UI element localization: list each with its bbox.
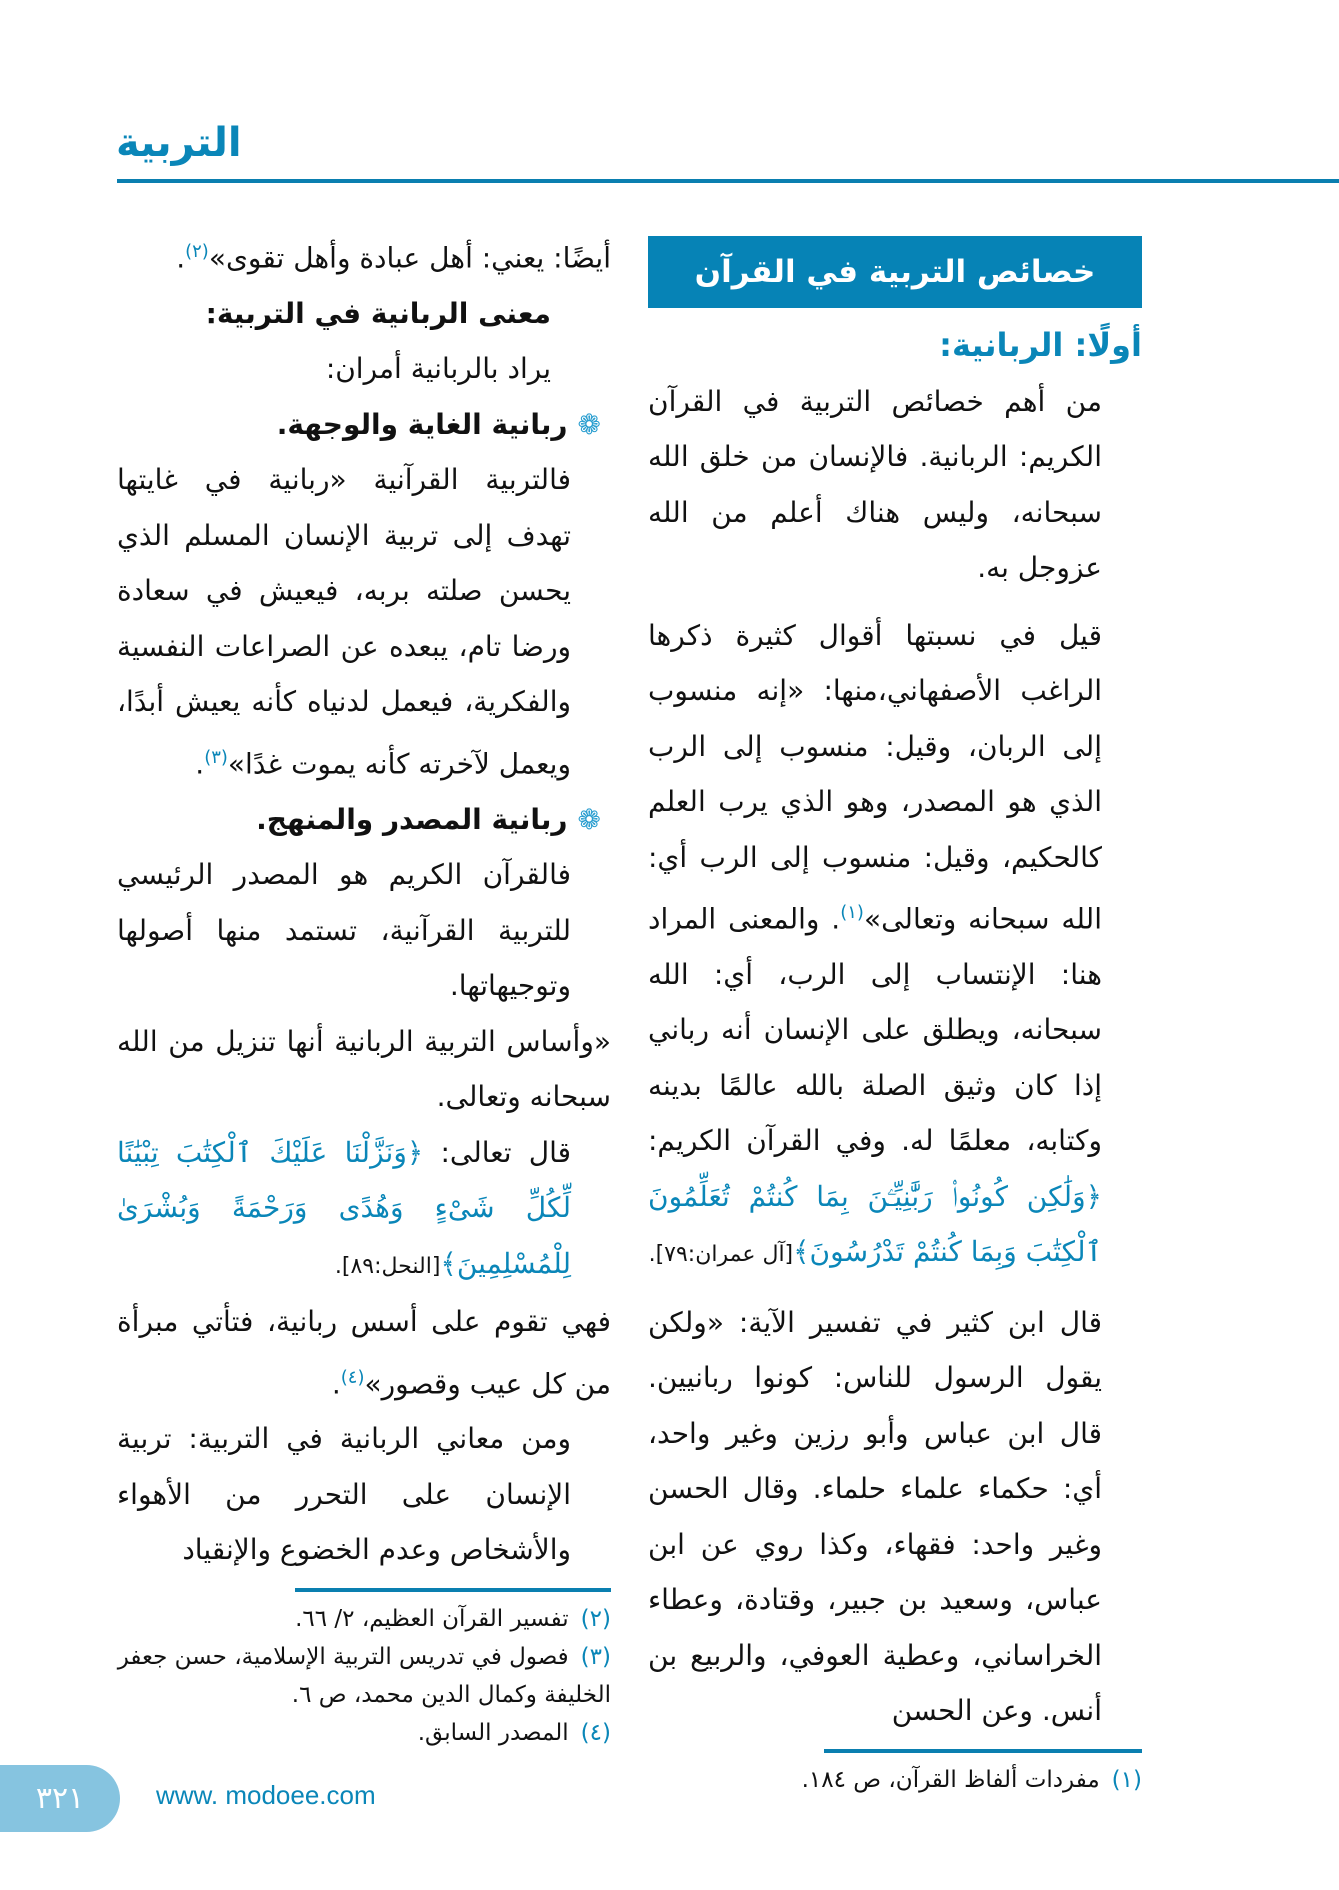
footnote-marker[interactable]: (٣)	[204, 746, 228, 768]
bullet-text: ربانية الغاية والوجهة.	[276, 407, 568, 441]
quran-verse: ﴿وَنَزَّلْنَا عَلَيْكَ ٱلْكِتَٰبَ تِبْيَٰنًا لِّكُلِّ شَىْءٍ وَهُدًى وَرَحْمَةً وَبُشْرَىٰ لِلْمُسْلِمِينَ﴾	[117, 1135, 571, 1280]
heading: معنى الربانية في التربية:	[205, 296, 551, 330]
intro: يراد بالربانية أمران:	[325, 352, 551, 386]
verse-reference: [آل عمران:٧٩].	[648, 1242, 794, 1268]
paragraph: ومن معاني الربانية في التربية: تربية الإنسان على التحرر من الأهواء والأشخاص وعدم الخضوع والإنقياد	[117, 1422, 571, 1567]
bullet-item	[117, 792, 611, 848]
page-number: ٣٢١	[0, 1765, 120, 1832]
footnote	[117, 1714, 611, 1752]
bullet-item	[117, 397, 611, 453]
paragraph: من أهم خصائص التربية في القرآن الكريم: الربانية. فالإنسان من خلق الله سبحانه، وليس هناك أعلم من الله عزوجل به.	[648, 384, 1102, 584]
verse-intro: قال تعالى:	[440, 1135, 572, 1169]
footnote-marker[interactable]: (٢)	[185, 241, 209, 262]
verse-reference: [النحل:٨٩].	[334, 1253, 441, 1279]
running-header-title: التربية	[116, 120, 242, 166]
footnote	[648, 1761, 1142, 1799]
paragraph-text: . والمعنى المراد هنا: الإنتساب إلى الرب، أي: الله سبحانه، ويطلق على الإنسان أنه رباني إذا كان وثيق الصلة بالله عالمًا بدينه وكتابه، معلمًا له. وفي القرآن الكريم:	[648, 902, 1102, 1158]
paragraph: فهي تقوم على أسس ربانية، فتأتي مبرأة من كل عيب وقصور»$^{(٤)}$.	[117, 1305, 611, 1400]
paragraph-text: فهي تقوم على أسس ربانية، فتأتي مبرأة من كل عيب وقصور»	[117, 1305, 611, 1400]
bullet-text: ربانية المصدر والمنهج.	[256, 802, 568, 836]
footnote-text: المصدر السابق.	[417, 1719, 569, 1746]
footnote-marker[interactable]: (١)	[840, 902, 864, 923]
paragraph: قال ابن كثير في تفسير الآية: «ولكن يقول الرسول للناس: كونوا ربانيين. قال ابن عباس وأبو رزين وغير واحد، أي: حكماء علماء حلماء. وقال الحسن وغير واحد: فقهاء، وكذا روي عن ابن عباس، وسعيد بن جبير، وقتادة، وعطاء الخراساني، وعطية العوفي، والربيع بن أنس. وعن الحسن	[648, 1305, 1102, 1728]
footnote-rule	[824, 1749, 1142, 1753]
paragraph	[117, 1125, 611, 1295]
footnote-text: مفردات ألفاظ القرآن، ص ١٨٤.	[801, 1766, 1100, 1793]
paragraph: «وأساس التربية الربانية أنها تنزيل من الله سبحانه وتعالى.	[117, 1024, 611, 1114]
right-column	[648, 236, 1142, 1799]
footnote-text: فصول في تدريس التربية الإسلامية، حسن جعفر الخليفة وكمال الدين محمد، ص ٦.	[117, 1643, 611, 1708]
footnote-number: (١)	[1111, 1766, 1142, 1793]
flower-bullet-icon: ❁	[577, 407, 601, 441]
flower-bullet-icon: ❁	[577, 802, 601, 836]
header-rule	[117, 179, 1339, 183]
footnote	[117, 1638, 611, 1714]
paragraph-text: فالتربية القرآنية «ربانية في غايتها تهدف إلى تربية الإنسان المسلم الذي يحسن صلته بربه، فيعيش في سعادة ورضا تام، يبعده عن الصراعات النفسية والفكرية، فيعمل لدنياه كأنه يعيش أبدًا، ويعمل لآخرته كأنه يموت غدًا»	[117, 463, 571, 781]
paragraph: فالقرآن الكريم هو المصدر الرئيسي للتربية القرآنية، تستمد منها أصولها وتوجيهاتها.	[117, 858, 571, 1003]
footnote-number: (٣)	[580, 1643, 611, 1670]
footnote-text: تفسير القرآن العظيم، ٢/ ٦٦.	[295, 1605, 569, 1632]
quran-verse: ﴿وَلَٰكِن كُونُوا۟ رَبَّٰنِيِّـۧنَ بِمَا كُنتُمْ تُعَلِّمُونَ ٱلْكِتَٰبَ وَبِمَا كُنتُمْ تَدْرُسُونَ﴾	[648, 1179, 1102, 1269]
footnote-number: (٤)	[580, 1719, 611, 1746]
footnote-number: (٢)	[580, 1605, 611, 1632]
paragraph	[648, 608, 1142, 1283]
paragraph-text: قيل في نسبتها أقوال كثيرة ذكرها الراغب الأصفهاني،منها: «إنه منسوب إلى الربان، وقيل: منسوب إلى الرب الذي هو المصدر، وهو الذي يرب العلم كالحكيم، وقيل: منسوب إلى الرب أي: الله سبحانه وتعالى»	[648, 618, 1102, 936]
paragraph: أيضًا: يعني: أهل عبادة وأهل تقوى»$^{(٢)}$.	[176, 241, 611, 275]
paragraph-text: أيضًا: يعني: أهل عبادة وأهل تقوى»	[208, 241, 611, 275]
footnote-rule	[295, 1588, 611, 1592]
paragraph: فالتربية القرآنية «ربانية في غايتها تهدف إلى تربية الإنسان المسلم الذي يحسن صلته بربه، فيعيش في سعادة ورضا تام، يبعده عن الصراعات النفسية والفكرية، فيعمل لدنياه كأنه يعيش أبدًا، ويعمل لآخرته كأنه يموت غدًا»$^{(٣)}$.	[117, 463, 571, 781]
section-title: خصائص التربية في القرآن	[648, 236, 1142, 308]
left-column	[117, 224, 611, 1752]
subheading: أولًا: الربانية:	[939, 326, 1142, 364]
website-link[interactable]: www. modoee.com	[156, 1780, 376, 1810]
footnote	[117, 1600, 611, 1638]
footnote-marker[interactable]: (٤)	[340, 1366, 365, 1388]
